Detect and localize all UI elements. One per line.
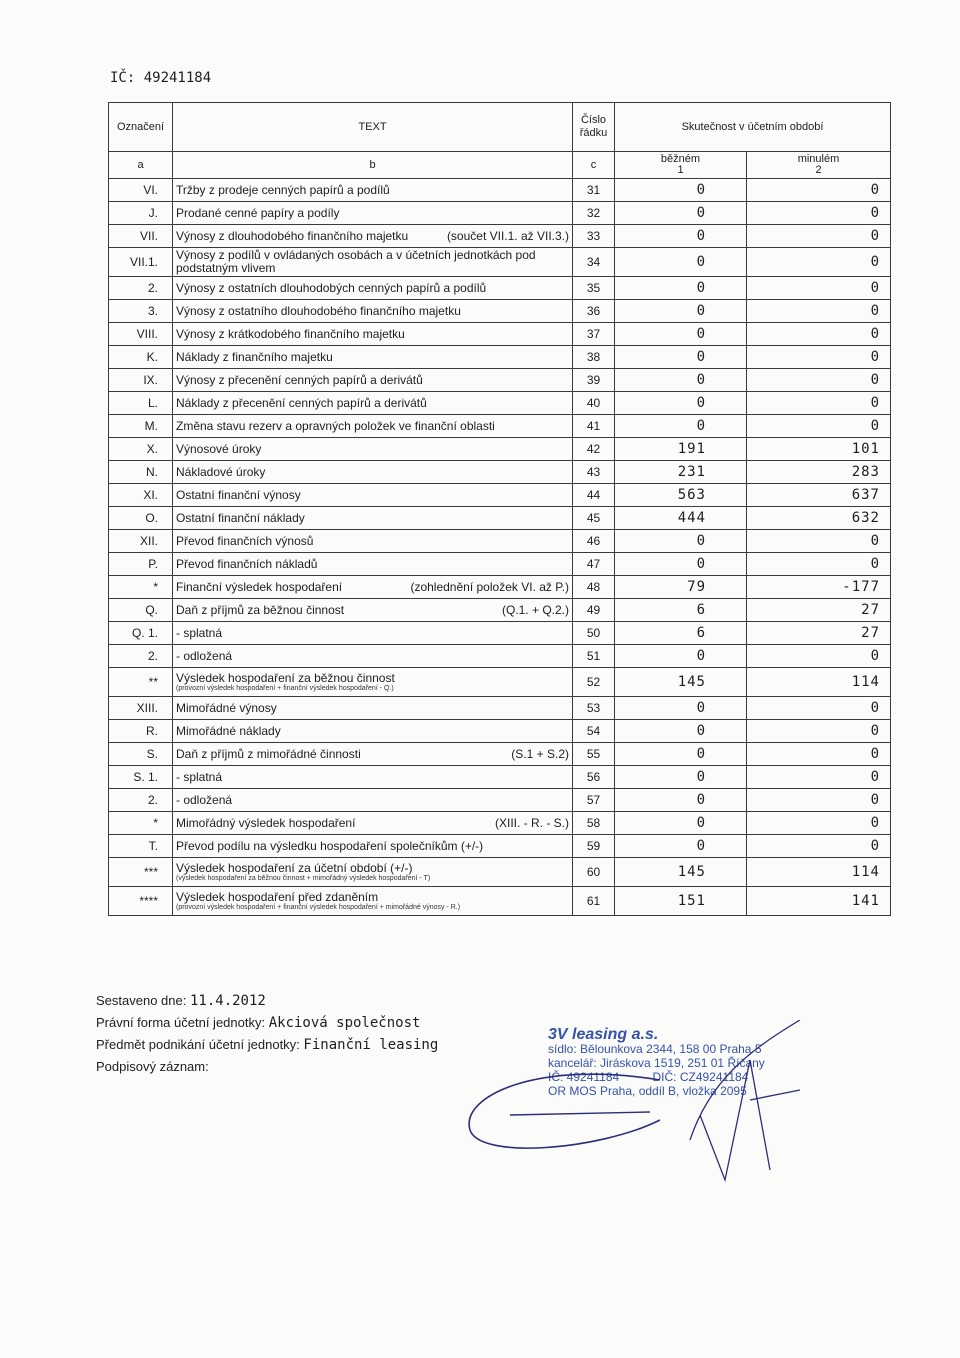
table-row [109,225,891,248]
stamp-line-3: IČ: 49241184 DIČ: CZ49241184 [548,1070,749,1084]
table-row [109,461,891,484]
row-current-value: 0 [615,369,747,392]
row-current-value: 0 [615,645,747,668]
signature-icon [450,1020,810,1190]
table-row [109,248,891,277]
row-mark: P. [109,553,173,576]
row-mark: VIII. [109,323,173,346]
row-text: Daň z příjmů z mimořádné činnosti [176,747,361,761]
row-line-number: 33 [573,225,615,248]
stamp-logo: 3V leasing a.s. [548,1026,659,1043]
row-mark: S. 1. [109,766,173,789]
row-mark: ** [109,668,173,697]
table-row [109,530,891,553]
row-line-number: 47 [573,553,615,576]
pravni-forma-label: Právní forma účetní jednotky: [96,1015,266,1030]
row-previous-value: 0 [747,645,891,668]
table-row [109,553,891,576]
row-line-number: 50 [573,622,615,645]
sestaveno-value: 11.4.2012 [189,993,266,1009]
document-ic: IČ: 49241184 [110,70,212,86]
row-current-value: 231 [615,461,747,484]
table-row [109,887,891,916]
row-text-cell [173,277,573,300]
row-note: (součet VII.1. až VII.3.) [446,229,569,243]
row-previous-value: 0 [747,720,891,743]
footer-predmet [96,1034,438,1056]
row-mark: Q. 1. [109,622,173,645]
row-line-number: 61 [573,887,615,916]
row-previous-value: 0 [747,743,891,766]
footer-podpis [96,1056,438,1077]
table-row [109,697,891,720]
row-mark: K. [109,346,173,369]
row-current-value: 0 [615,323,747,346]
row-subtext: (provozní výsledek hospodaření + finanční výsledek hospodaření + mimořádné výnosy - R.) [176,904,461,911]
row-current-value: 0 [615,179,747,202]
row-previous-value: 0 [747,248,891,277]
footer-info [96,990,438,1077]
row-text: Daň z příjmů za běžnou činnost [176,603,345,617]
row-text-cell [173,812,573,835]
row-text-cell [173,415,573,438]
row-mark: XIII. [109,697,173,720]
row-line-number: 49 [573,599,615,622]
row-current-value: 79 [615,576,747,599]
row-line-number: 43 [573,461,615,484]
row-line-number: 51 [573,645,615,668]
row-mark: VII. [109,225,173,248]
row-text: - odložená [176,649,233,663]
header-minulem [747,152,891,179]
predmet-value: Finanční leasing [303,1037,439,1053]
row-current-value: 0 [615,248,747,277]
row-previous-value: 632 [747,507,891,530]
row-mark: *** [109,858,173,887]
stamp-line-4: OR MOS Praha, oddíl B, vložka 2095 [548,1084,747,1098]
table-row [109,346,891,369]
row-text-cell [173,461,573,484]
row-text: Převod podílu na výsledku hospodaření společníkům (+/-) [176,839,484,853]
row-mark: R. [109,720,173,743]
row-previous-value: 0 [747,789,891,812]
row-previous-value: 27 [747,599,891,622]
row-text-cell [173,743,573,766]
row-text-cell [173,202,573,225]
table-row [109,507,891,530]
table-row [109,277,891,300]
row-text-cell [173,346,573,369]
row-current-value: 0 [615,812,747,835]
row-text: Ostatní finanční náklady [176,511,305,525]
row-line-number: 53 [573,697,615,720]
table-row [109,392,891,415]
row-previous-value: 0 [747,300,891,323]
header-minulem-number: 2 [815,164,822,176]
stamp-line-2: kancelář: Jiráskova 1519, 251 01 Říčany [548,1056,765,1070]
row-text-cell [173,179,573,202]
table-row [109,576,891,599]
row-text-cell [173,530,573,553]
row-previous-value: 101 [747,438,891,461]
row-text: Výnosy z ostatních dlouhodobých cenných papírů a podílů [176,281,487,295]
table-row [109,835,891,858]
row-text: Ostatní finanční výnosy [176,488,301,502]
table-row [109,743,891,766]
row-mark: Q. [109,599,173,622]
row-current-value: 6 [615,622,747,645]
row-mark: T. [109,835,173,858]
row-previous-value: 0 [747,392,891,415]
row-current-value: 0 [615,835,747,858]
table-row [109,812,891,835]
row-text: Převod finančních nákladů [176,557,318,571]
row-text: Náklady z finančního majetku [176,350,333,364]
table-row [109,300,891,323]
row-text: Výnosy z krátkodobého finančního majetku [176,327,405,341]
row-mark: 2. [109,645,173,668]
row-mark: **** [109,887,173,916]
row-text-cell [173,300,573,323]
row-text-cell [173,248,573,277]
row-text-cell [173,507,573,530]
row-text: Nákladové úroky [176,465,266,479]
row-current-value: 0 [615,277,747,300]
sestaveno-label: Sestaveno dne: [96,993,187,1008]
row-text: Mimořádný výsledek hospodaření [176,816,356,830]
row-line-number: 44 [573,484,615,507]
row-mark: 2. [109,277,173,300]
row-current-value: 0 [615,743,747,766]
row-current-value: 0 [615,697,747,720]
row-mark: VI. [109,179,173,202]
row-mark: M. [109,415,173,438]
row-text-cell [173,887,573,916]
row-previous-value: 0 [747,323,891,346]
row-previous-value: 0 [747,369,891,392]
row-line-number: 57 [573,789,615,812]
row-previous-value: -177 [747,576,891,599]
table-row [109,599,891,622]
table-row [109,202,891,225]
header-text: TEXT [173,103,573,152]
row-line-number: 58 [573,812,615,835]
row-current-value: 0 [615,720,747,743]
row-text: Výsledek hospodaření za běžnou činnost [176,671,395,685]
row-previous-value: 0 [747,812,891,835]
row-mark: J. [109,202,173,225]
row-line-number: 31 [573,179,615,202]
income-statement-table [108,102,891,916]
table-row [109,323,891,346]
table-row [109,484,891,507]
row-mark: X. [109,438,173,461]
row-line-number: 56 [573,766,615,789]
row-text-cell [173,553,573,576]
row-text-cell [173,858,573,887]
row-previous-value: 0 [747,346,891,369]
header-col-a: a [109,152,173,179]
row-text-cell [173,668,573,697]
table-row [109,438,891,461]
table-row [109,369,891,392]
row-text: Výsledek hospodaření před zdaněním [176,890,379,904]
footer-sestaveno [96,990,438,1012]
row-mark: 2. [109,789,173,812]
row-line-number: 45 [573,507,615,530]
row-previous-value: 0 [747,530,891,553]
row-text: Výnosy z ostatního dlouhodobého finančního majetku [176,304,461,318]
stamp-line-1: sídlo: Bělounkova 2344, 158 00 Praha 5 [548,1042,762,1056]
header-oznaceni: Označení [109,103,173,152]
row-current-value: 0 [615,530,747,553]
row-note: (Q.1. + Q.2.) [501,603,569,617]
row-current-value: 6 [615,599,747,622]
table-row [109,789,891,812]
row-line-number: 40 [573,392,615,415]
pravni-forma-value: Akciová společnost [268,1015,421,1031]
row-mark: * [109,576,173,599]
row-text: Mimořádné náklady [176,724,281,738]
row-previous-value: 141 [747,887,891,916]
row-text-cell [173,645,573,668]
row-previous-value: 0 [747,277,891,300]
row-current-value: 0 [615,553,747,576]
row-note: (XIII. - R. - S.) [495,816,569,830]
podpis-label: Podpisový záznam: [96,1059,209,1074]
row-previous-value: 637 [747,484,891,507]
row-line-number: 36 [573,300,615,323]
row-text-cell [173,438,573,461]
row-current-value: 0 [615,766,747,789]
header-col-b: b [173,152,573,179]
row-current-value: 0 [615,415,747,438]
header-skutecnost: Skutečnost v účetním období [615,103,891,152]
row-line-number: 38 [573,346,615,369]
row-note: (S.1 + S.2) [511,747,569,761]
row-mark: IX. [109,369,173,392]
row-line-number: 59 [573,835,615,858]
table-row [109,415,891,438]
header-beznem-label: běžném [660,153,701,165]
row-mark: XII. [109,530,173,553]
row-text: Výnosové úroky [176,442,262,456]
row-mark: S. [109,743,173,766]
header-col-c: c [573,152,615,179]
row-text: - odložená [176,793,233,807]
row-text-cell [173,720,573,743]
footer-pravni-forma [96,1012,438,1034]
row-line-number: 35 [573,277,615,300]
row-previous-value: 114 [747,858,891,887]
row-previous-value: 0 [747,225,891,248]
row-subtext: (výsledek hospodaření za běžnou činnost + mimořádný výsledek hospodaření - T) [176,875,431,882]
row-current-value: 0 [615,789,747,812]
row-text: - splatná [176,626,223,640]
row-current-value: 151 [615,887,747,916]
row-previous-value: 0 [747,553,891,576]
row-line-number: 39 [573,369,615,392]
row-line-number: 32 [573,202,615,225]
row-mark: XI. [109,484,173,507]
row-text-cell [173,369,573,392]
row-text-cell [173,835,573,858]
row-text-cell [173,484,573,507]
row-line-number: 42 [573,438,615,461]
row-mark: VII.1. [109,248,173,277]
row-line-number: 52 [573,668,615,697]
row-mark: N. [109,461,173,484]
row-text: Změna stavu rezerv a opravných položek ve finanční oblasti [176,419,495,433]
row-line-number: 41 [573,415,615,438]
row-current-value: 191 [615,438,747,461]
table-row [109,858,891,887]
row-line-number: 48 [573,576,615,599]
row-current-value: 0 [615,346,747,369]
table-row [109,645,891,668]
row-current-value: 444 [615,507,747,530]
row-line-number: 46 [573,530,615,553]
row-subtext: (provozní výsledek hospodaření + finanční výsledek hospodaření - Q.) [176,685,394,692]
row-line-number: 37 [573,323,615,346]
row-current-value: 0 [615,202,747,225]
row-previous-value: 27 [747,622,891,645]
row-text-cell [173,622,573,645]
row-mark: * [109,812,173,835]
row-line-number: 55 [573,743,615,766]
table-row [109,179,891,202]
row-previous-value: 0 [747,202,891,225]
table-row [109,720,891,743]
row-text: Finanční výsledek hospodaření [176,580,343,594]
row-line-number: 60 [573,858,615,887]
row-line-number: 54 [573,720,615,743]
row-text-cell [173,789,573,812]
table-row [109,766,891,789]
predmet-label: Předmět podnikání účetní jednotky: [96,1037,300,1052]
row-text: Výnosy z přecenění cenných papírů a derivátů [176,373,423,387]
row-line-number: 34 [573,248,615,277]
row-text-cell [173,392,573,415]
row-previous-value: 0 [747,179,891,202]
row-current-value: 145 [615,668,747,697]
row-note: (zohlednění položek VI. až P.) [410,580,569,594]
row-text: Tržby z prodeje cenných papírů a podílů [176,183,390,197]
row-text-cell [173,225,573,248]
row-current-value: 145 [615,858,747,887]
row-previous-value: 0 [747,697,891,720]
table-row [109,668,891,697]
row-text: - splatná [176,770,223,784]
row-mark: 3. [109,300,173,323]
row-text: Výsledek hospodaření za účetní období (+/-) [176,861,413,875]
row-text-cell [173,766,573,789]
header-beznem [615,152,747,179]
row-text-cell [173,599,573,622]
row-previous-value: 0 [747,415,891,438]
row-text: Výnosy z podílů v ovládaných osobách a v účetních jednotkách pod podstatným vlivem [176,248,536,275]
row-previous-value: 283 [747,461,891,484]
header-minulem-label: minulém [797,153,840,165]
table-row [109,622,891,645]
row-current-value: 0 [615,300,747,323]
row-text: Prodané cenné papíry a podíly [176,206,340,220]
header-beznem-number: 1 [677,164,684,176]
row-previous-value: 0 [747,835,891,858]
row-mark: L. [109,392,173,415]
row-text-cell [173,323,573,346]
row-text: Mimořádné výnosy [176,701,277,715]
row-text-cell [173,576,573,599]
row-text: Náklady z přecenění cenných papírů a derivátů [176,396,427,410]
row-current-value: 0 [615,225,747,248]
row-current-value: 563 [615,484,747,507]
row-current-value: 0 [615,392,747,415]
row-mark: O. [109,507,173,530]
row-previous-value: 114 [747,668,891,697]
row-previous-value: 0 [747,766,891,789]
row-text: Výnosy z dlouhodobého finančního majetku [176,229,409,243]
header-cislo: Číslo řádku [573,103,615,152]
row-text: Převod finančních výnosů [176,534,314,548]
row-text-cell [173,697,573,720]
